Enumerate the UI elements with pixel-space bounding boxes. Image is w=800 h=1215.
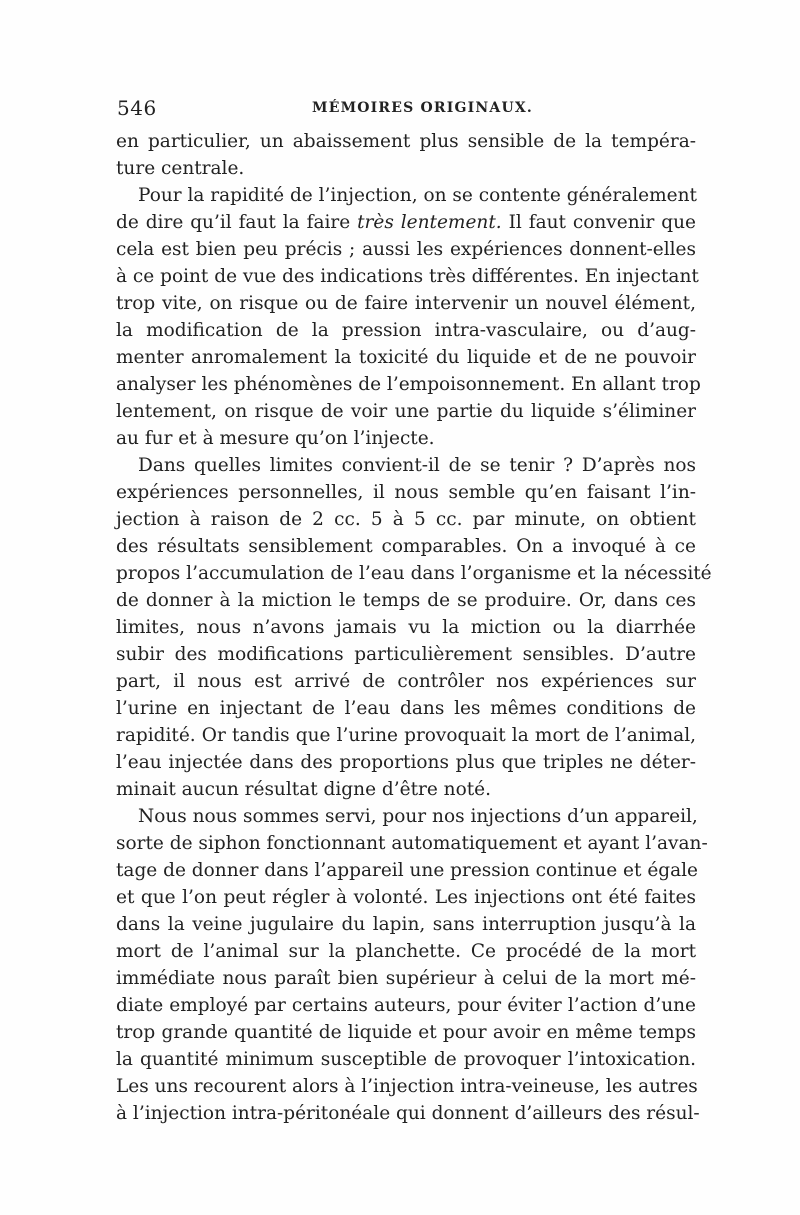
text-line: propos l’accumulation de l’eau dans l’organisme et la nécessité <box>116 563 712 584</box>
page-header <box>117 96 707 122</box>
text-line: à ce point de vue des indications très différentes. En injectant <box>116 266 699 287</box>
page-number: 546 <box>117 96 157 120</box>
text-line: mort de l’animal sur la planchette. Ce procédé de la mort <box>116 941 696 962</box>
text-line: minait aucun résultat digne d’être noté. <box>116 779 491 800</box>
running-title: MÉMOIRES ORIGINAUX. <box>312 100 533 116</box>
text-line: des résultats sensiblement comparables. On a invoqué à ce <box>116 536 696 557</box>
text-line: jection à raison de 2 cc. 5 à 5 cc. par minute, on obtient <box>116 509 696 530</box>
text-line: tage de donner dans l’appareil une pression continue et égale <box>116 860 699 881</box>
text-line: part, il nous est arrivé de contrôler nos expériences sur <box>116 671 696 692</box>
text-line <box>116 209 696 236</box>
text-line: menter anromalement la toxicité du liquide et de ne pouvoir <box>116 347 696 368</box>
text-line: l’eau injectée dans des proportions plus que triples ne déter- <box>116 752 696 773</box>
text-fragment: de dire qu’il faut la faire <box>116 212 358 233</box>
text-line: l’urine en injectant de l’eau dans les mêmes conditions de <box>116 698 696 719</box>
text-fragment: Il faut convenir que <box>501 212 696 233</box>
text-line: au fur et à mesure qu’on l’injecte. <box>116 428 435 449</box>
text-line: trop vite, on risque ou de faire intervenir un nouvel élément, <box>116 293 696 314</box>
text-line: lentement, on risque de voir une partie du liquide s’éliminer <box>116 401 696 422</box>
text-line: ture centrale. <box>116 158 245 179</box>
text-line: diate employé par certains auteurs, pour éviter l’action d’une <box>116 995 696 1016</box>
text-line: en particulier, un abaissement plus sensible de la tempéra- <box>116 131 696 152</box>
text-line: Nous nous sommes servi, pour nos injections d’un appareil, <box>138 806 698 827</box>
body-text <box>116 128 712 1127</box>
text-line: de donner à la miction le temps de se produire. Or, dans ces <box>116 590 696 611</box>
text-line: limites, nous n’avons jamais vu la miction ou la diarrhée <box>116 617 696 638</box>
text-line: trop grande quantité de liquide et pour avoir en même temps <box>116 1022 696 1043</box>
text-line: analyser les phénomènes de l’empoisonnement. En allant trop <box>116 374 701 395</box>
text-line: Dans quelles limites convient-il de se tenir ? D’après nos <box>138 455 696 476</box>
text-line: cela est bien peu précis ; aussi les expériences donnent-elles <box>116 239 696 260</box>
text-line: la quantité minimum susceptible de provoquer l’intoxication. <box>116 1049 696 1070</box>
text-line: Les uns recourent alors à l’injection intra-veineuse, les autres <box>116 1076 698 1097</box>
text-line: la modification de la pression intra-vasculaire, ou d’aug- <box>116 320 696 341</box>
text-line: immédiate nous paraît bien supérieur à celui de la mort mé- <box>116 968 696 989</box>
text-line: dans la veine jugulaire du lapin, sans interruption jusqu’à la <box>116 914 696 935</box>
emphasis-text: très lentement. <box>357 212 502 233</box>
text-line: et que l’on peut régler à volonté. Les injections ont été faites <box>116 887 696 908</box>
text-line: Pour la rapidité de l’injection, on se contente généralement <box>138 185 697 206</box>
text-line: à l’injection intra-péritonéale qui donnent d’ailleurs des résul- <box>116 1103 700 1124</box>
text-line: sorte de siphon fonctionnant automatiquement et ayant l’avan- <box>116 833 708 854</box>
text-line: subir des modifications particulièrement sensibles. D’autre <box>116 644 696 665</box>
text-line: rapidité. Or tandis que l’urine provoquait la mort de l’animal, <box>116 725 696 746</box>
text-line: expériences personnelles, il nous semble qu’en faisant l’in- <box>116 482 696 503</box>
